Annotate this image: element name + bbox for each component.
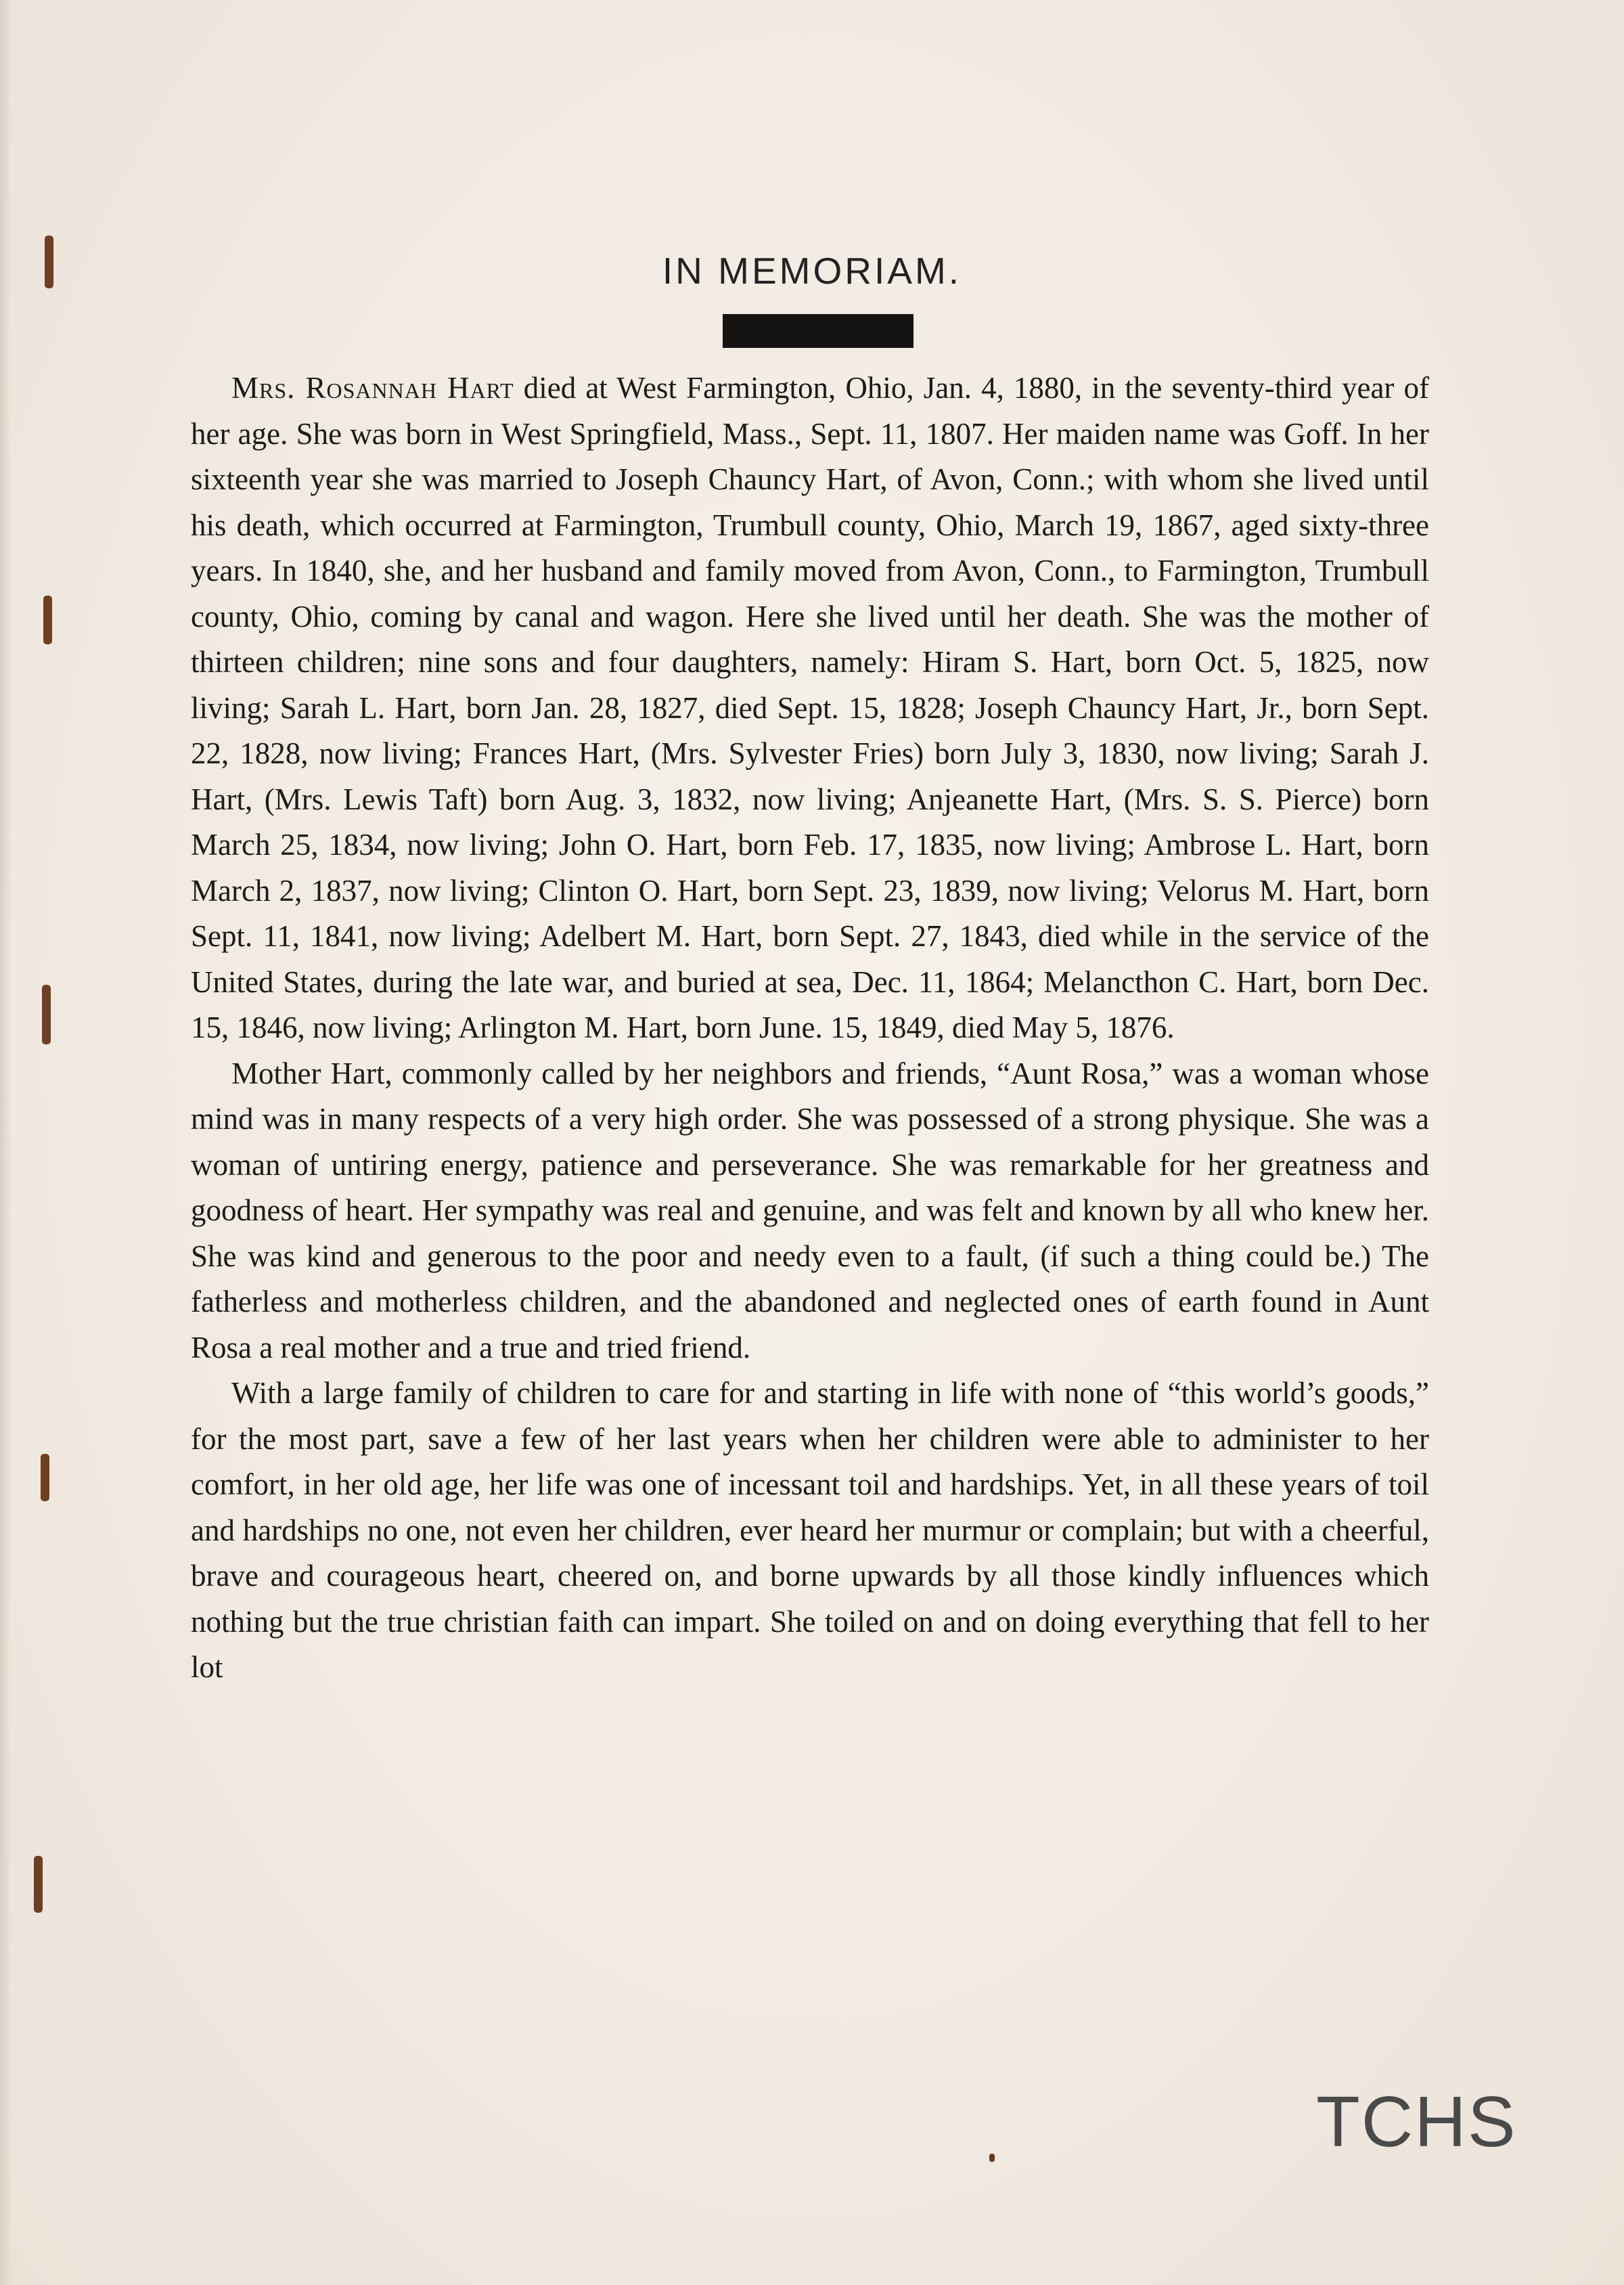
tchs-watermark: TCHS <box>1316 2082 1517 2162</box>
paper-speck <box>989 2154 995 2162</box>
binding-hole-mark <box>41 1454 49 1501</box>
title-ornament-rule <box>723 314 914 348</box>
paragraph-1-body: died at West Farmington, Ohio, Jan. 4, 1880, in the seventy-third year of her age. She was born in West Springfield, Mass., Sept. 11, 1807. Her maiden name was Goff. In her sixteenth year she was married to Joseph Chauncy Hart, of Avon, Conn.; with whom she lived until his death, which occurred at Farmington, Trumbull county, Ohio, March 19, 1867, aged sixty-three years. In 1840, she, and her husband and family moved from Avon, Conn., to Farmington, Trumbull county, Ohio, coming by canal and wagon. Here she lived until her death. She was the mother of thirteen children; nine sons and four daughters, namely: Hiram S. Hart, born Oct. 5, 1825, now living; Sarah L. Hart, born Jan. 28, 1827, died Sept. 15, 1828; Joseph Chauncy Hart, Jr., born Sept. 22, 1828, now living; Frances Hart, (Mrs. Sylvester Fries) born July 3, 1830, now living; Sarah J. Hart, (Mrs. Lewis Taft) born Aug. 3, 1832, now living; Anjeanette Hart, (Mrs. S. S. Pierce) born March 25, 1834, now living; John O. Hart, born Feb. 17, 1835, now living; Ambrose L. Hart, born March 2, 1837, now living; Clinton O. Hart, born Sept. 23, 1839, now living; Velorus M. Hart, born Sept. 11, 1841, now living; Adelbert M. Hart, born Sept. 27, 1843, died while in the service of the United States, during the late war, and buried at sea, Dec. 11, 1864; Melancthon C. Hart, born Dec. 15, 1846, now living; Arlington M. Hart, born June. 15, 1849, died May 5, 1876. <box>191 371 1429 1044</box>
paragraph-3: With a large family of children to care for and starting in life with none of “this world’s goods,” for the most part, save a few of her last years when her children were able to administer to her comfort, in her old age, her life was one of incessant toil and hardships. Yet, in all these years of toil and hardships no one, not even her children, ever heard her murmur or complain; but with a cheerful, brave and courageous heart, cheered on, and borne upwards by all those kindly influences which nothing but the true christian faith can impart. She toiled on and on doing everything that fell to her lot <box>191 1376 1429 1684</box>
deceased-name: Mrs. Rosannah Hart <box>231 371 514 405</box>
memorial-text <box>191 365 1429 1691</box>
binding-hole-mark <box>42 985 51 1044</box>
paragraph-1 <box>191 365 1429 1051</box>
page-title: IN MEMORIAM. <box>662 250 962 292</box>
paragraph-2: Mother Hart, commonly called by her neighbors and friends, “Aunt Rosa,” was a woman whose mind was in many respects of a very high order. She was possessed of a strong physique. She was a woman of untiring energy, patience and perseverance. She was remarkable for her greatness and goodness of heart. Her sympathy was real and genuine, and was felt and known by all who knew her. She was kind and generous to the poor and needy even to a fault, (if such a thing could be.) The fatherless and motherless children, and the abandoned and neglected ones of earth found in Aunt Rosa a real mother and a true and tried friend. <box>191 1056 1429 1365</box>
binding-hole-mark <box>34 1856 43 1913</box>
binding-hole-mark <box>43 596 52 644</box>
page-gutter-shadow <box>0 0 12 2285</box>
